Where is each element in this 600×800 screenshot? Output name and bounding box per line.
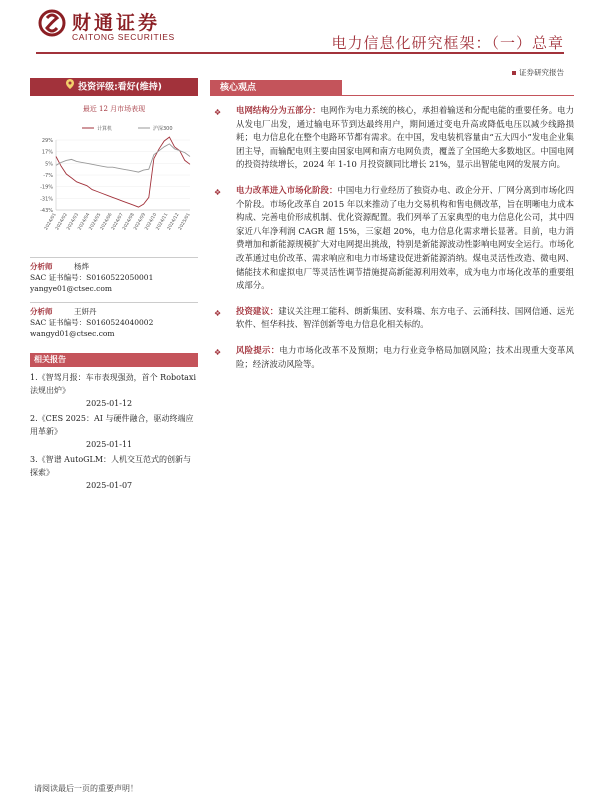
x-tick-label: 2024/01 [44,212,58,232]
x-tick-label: 2024/06 [99,212,114,232]
analyst-role: 分析师 [30,307,53,316]
core-point-risk-warning [210,344,574,371]
logo-mark-icon [38,8,66,38]
legend-label: 沪深300 [153,126,173,132]
diamond-bullet-icon: ❖ [214,347,222,357]
related-report-item[interactable] [30,412,198,451]
point-lead: 风险提示： [236,344,280,355]
related-report-item[interactable] [30,371,198,410]
analyst-block-2 [30,302,198,339]
related-report-date: 2025-01-11 [86,440,133,449]
x-tick-label: 2024/10 [144,212,159,232]
x-tick-label: 2024/09 [133,212,148,232]
series-line [56,144,190,172]
core-views-heading: 核心观点 [210,80,342,96]
analyst-email[interactable]: wangyd01@ctsec.com [30,329,115,338]
diamond-bullet-icon: ❖ [214,187,222,197]
diamond-bullet-icon: ❖ [214,108,222,117]
x-tick-label: 2024/07 [111,212,125,232]
core-point-grid-structure [210,104,574,172]
legend-label: 计算机 [97,126,113,132]
x-tick-label: 2024/12 [166,212,181,232]
report-type-tag [512,67,564,78]
x-tick-label: 2024/05 [88,212,103,232]
logo-text-cn: 财通证券 [72,12,161,34]
logo-text-en: CAITONG SECURITIES [72,32,175,42]
analyst-cert: SAC 证书编号：S0160524040002 [30,318,154,327]
related-report-date: 2025-01-07 [86,481,133,490]
chart-caption: 最近 12 月市场表现 [82,105,146,113]
y-tick-label: -7% [43,173,53,179]
analyst-block-1 [30,257,198,294]
report-type-label: 证券研究报告 [519,68,564,77]
analyst-divider [30,302,198,303]
square-bullet-icon [512,71,516,75]
main-content [210,80,574,371]
x-tick-label: 2024/08 [122,212,136,232]
header-divider [36,52,564,54]
footer-disclaimer: 请阅读最后一页的重要声明！ [34,784,138,793]
analyst-role: 分析师 [30,262,53,271]
point-text: 建议关注理工能科、朗新集团、安科瑞、东方电子、云涌科技、国网信通、远光软件、恒华科技、智洋创新等电力信息化相关标的。 [236,305,575,330]
x-tick-label: 2024/02 [55,212,69,232]
core-point-market-reform [210,184,574,293]
y-tick-label: -19% [40,184,53,191]
analyst-name: 杨烨 [74,262,89,271]
x-tick-label: 2024/03 [66,212,81,232]
y-tick-label: 17% [41,149,53,156]
page-header [0,0,600,77]
core-views-heading-bar [210,80,574,96]
market-performance-chart-svg [30,118,198,243]
analyst-divider [30,257,198,258]
point-lead: 电网结构分为五部分： [236,105,321,115]
rating-label: 投资评级:看好(维持) [78,82,162,93]
rating-banner [30,78,198,96]
x-tick-label: 2024/04 [77,212,92,232]
point-lead: 电力改革进入市场化阶段： [236,184,338,195]
y-tick-label: -43% [40,208,53,214]
related-report-item[interactable] [30,453,198,492]
analyst-cert: SAC 证书编号：S0160522050001 [30,273,154,282]
x-tick-label: 2025/01 [178,212,192,232]
location-pin-icon [66,78,74,96]
left-sidebar [30,78,198,494]
y-tick-label: 5% [45,161,53,168]
related-report-title[interactable]: 1.《智驾月报：车市表现强劲，首个 Robotaxi 法规出炉》 [30,373,197,395]
point-text: 电网作为电力系统的核心，承担着输送和分配电能的重要任务。电力从发电厂出发，通过输电环节到达最终用户，期间通过变电升高或降低电压以减少线路损耗；电力信息化在整个电路环节都有需求。在中国，发电装机容量由“五大四小”发电企业集团主导，而输配电则主要由国家电网和南方电网负责，覆盖了全国绝大多数地区。中国电网的投资持续增长，2024 年 1-10 月投资额同比增长 21%，显示出智能电网的发展方向。 [236,105,575,170]
analyst-email[interactable]: yangye01@ctsec.com [30,284,112,293]
analyst-name: 王妍丹 [74,307,97,316]
related-report-title[interactable]: 2.《CES 2025：AI 与硬件融合，驱动终端应用革新》 [30,414,194,436]
related-reports-list [30,371,198,492]
series-line [56,137,190,207]
core-views-underline [210,95,574,96]
market-performance-chart [30,118,198,243]
point-text: 中国电力行业经历了独资办电、政企分开、厂网分离到市场化四个阶段。市场化改革自 2015 年以来推动了电力交易机构和售电侧改革，旨在明晰电力成本构成、完善电价形成机制、优化资源配置。我们列举了五家典型的电力信息化公司，其中四家近八年净利润 CAGR 超 15%，三家超 20%，电力信息化需求增长显著。目前，电力消费增加和新能源规模扩大对电网提出挑战，特别是新能源波动性影响电网安全运行。市场化改革通过电价改革、需求响应和电力市场建设促进新能源消纳。煤电灵活性改造、微电网、储能技术和虚拟电厂等灵活性调节措施提高新能源利用效率，成为电力市场化改革的重要组成部分。 [236,184,575,291]
y-tick-label: 29% [41,138,53,144]
related-reports-heading: 相关报告 [30,353,198,367]
point-lead: 投资建议： [236,305,279,316]
document-title: 电力信息化研究框架：（一）总章 [331,34,564,52]
point-text: 电力市场化改革不及预期；电力行业竞争格局加剧风险；技术出现重大变革风险；经济波动风险等。 [236,344,575,369]
related-report-date: 2025-01-12 [86,399,133,408]
core-point-investment-advice [210,305,574,332]
diamond-bullet-icon: ❖ [214,308,222,318]
related-report-title[interactable]: 3.《智谱 AutoGLM：人机交互范式的创新与探索》 [30,455,192,477]
x-tick-label: 2024/11 [155,212,170,232]
y-tick-label: -31% [40,196,53,203]
company-logo [38,6,188,46]
